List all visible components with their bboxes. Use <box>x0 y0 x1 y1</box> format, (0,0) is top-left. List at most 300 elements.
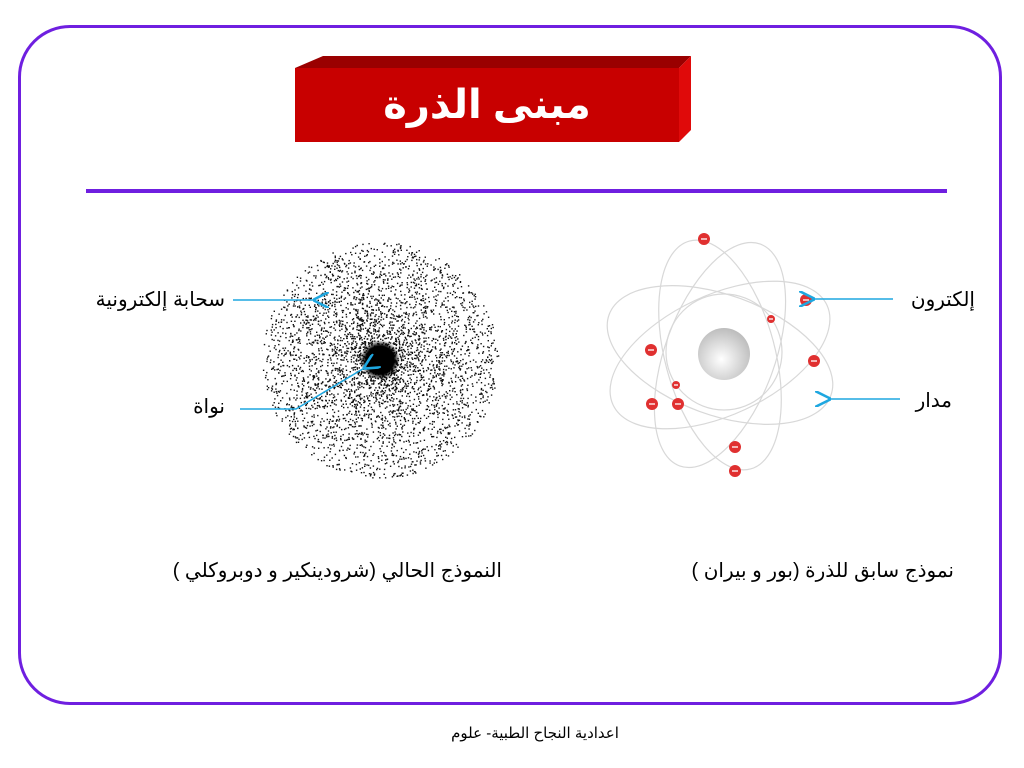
cloud-dot <box>369 395 370 396</box>
cloud-dot <box>351 273 352 274</box>
cloud-dot <box>474 295 475 296</box>
cloud-dot <box>435 381 436 382</box>
cloud-dot <box>381 396 382 397</box>
cloud-dot <box>423 277 424 278</box>
cloud-dot <box>346 316 347 317</box>
cloud-dot <box>266 372 267 373</box>
cloud-dot <box>428 356 429 357</box>
cloud-dot <box>396 316 397 317</box>
cloud-dot <box>392 432 393 433</box>
cloud-dot <box>463 292 464 293</box>
cloud-dot <box>315 408 316 409</box>
cloud-dot <box>440 431 441 432</box>
cloud-dot <box>352 304 353 305</box>
cloud-dot <box>394 416 395 417</box>
cloud-dot <box>329 421 330 422</box>
cloud-dot <box>432 291 433 292</box>
cloud-dot <box>459 297 460 298</box>
cloud-dot <box>377 438 378 439</box>
cloud-dot <box>335 404 336 405</box>
cloud-dot <box>298 365 299 366</box>
cloud-dot <box>312 344 313 345</box>
cloud-dot <box>346 345 347 346</box>
cloud-dot <box>282 418 283 419</box>
cloud-dot <box>436 367 437 368</box>
cloud-dot <box>405 403 406 404</box>
cloud-dot <box>382 326 383 327</box>
cloud-dot <box>483 401 484 402</box>
cloud-dot <box>419 452 420 453</box>
cloud-dot <box>334 311 335 312</box>
cloud-dot <box>357 367 358 368</box>
cloud-dot <box>336 268 337 269</box>
cloud-dot <box>379 448 380 449</box>
cloud-dot <box>451 438 452 439</box>
cloud-dot <box>324 322 325 323</box>
cloud-dot <box>339 271 340 272</box>
cloud-dot <box>412 342 413 343</box>
cloud-dot <box>480 377 481 378</box>
cloud-dot <box>468 285 469 286</box>
cloud-dot <box>405 369 406 370</box>
cloud-dot <box>447 274 448 275</box>
cloud-dot <box>285 337 286 338</box>
cloud-dot <box>420 402 421 403</box>
cloud-dot <box>399 369 400 370</box>
cloud-dot <box>314 376 315 377</box>
cloud-dot <box>415 358 416 359</box>
cloud-dot <box>387 459 388 460</box>
cloud-dot <box>310 289 311 290</box>
cloud-dot <box>466 309 467 310</box>
cloud-dot <box>407 407 408 408</box>
cloud-dot <box>395 276 396 277</box>
cloud-dot <box>415 472 416 473</box>
cloud-dot <box>402 302 403 303</box>
cloud-dot <box>344 357 345 358</box>
cloud-dot <box>417 291 418 292</box>
cloud-dot <box>437 414 438 415</box>
cloud-dot <box>434 377 435 378</box>
cloud-dot <box>326 400 327 401</box>
cloud-dot <box>304 397 305 398</box>
cloud-dot <box>348 267 349 268</box>
cloud-dot <box>422 325 423 326</box>
cloud-dot <box>384 380 385 381</box>
cloud-dot <box>405 383 406 384</box>
cloud-dot <box>289 434 290 435</box>
cloud-dot <box>373 312 374 313</box>
cloud-dot <box>416 320 417 321</box>
cloud-dot <box>294 305 295 306</box>
cloud-dot <box>278 322 279 323</box>
cloud-dot <box>428 416 429 417</box>
cloud-dot <box>312 446 313 447</box>
cloud-dot <box>474 310 475 311</box>
cloud-dot <box>419 336 420 337</box>
cloud-dot <box>334 339 335 340</box>
cloud-dot <box>344 299 345 300</box>
cloud-dot <box>370 267 371 268</box>
cloud-dot <box>282 348 283 349</box>
cloud-dot <box>388 259 389 260</box>
cloud-dot <box>358 256 359 257</box>
cloud-dot <box>313 320 314 321</box>
cloud-dot <box>474 331 475 332</box>
cloud-dot <box>399 269 400 270</box>
cloud-dot <box>399 277 400 278</box>
cloud-dot <box>332 384 333 385</box>
cloud-dot <box>282 362 283 363</box>
cloud-dot <box>431 404 432 405</box>
cloud-dot <box>382 415 383 416</box>
cloud-dot <box>466 368 467 369</box>
cloud-dot <box>416 412 417 413</box>
cloud-dot <box>337 370 338 371</box>
cloud-dot <box>312 407 313 408</box>
cloud-dot <box>342 371 343 372</box>
cloud-dot <box>479 366 480 367</box>
cloud-dot <box>286 328 287 329</box>
cloud-dot <box>364 322 365 323</box>
cloud-dot <box>468 349 469 350</box>
cloud-dot <box>414 299 415 300</box>
cloud-dot <box>339 468 340 469</box>
cloud-dot <box>407 287 408 288</box>
cloud-dot <box>304 311 305 312</box>
cloud-dot <box>453 445 454 446</box>
cloud-dot <box>351 356 352 357</box>
cloud-dot <box>311 298 312 299</box>
cloud-dot <box>373 397 374 398</box>
cloud-dot <box>384 474 385 475</box>
cloud-dot <box>354 392 355 393</box>
cloud-dot <box>306 280 307 281</box>
cloud-dot <box>328 317 329 318</box>
cloud-dot <box>435 305 436 306</box>
cloud-dot <box>410 470 411 471</box>
cloud-dot <box>392 263 393 264</box>
cloud-dot <box>454 283 455 284</box>
cloud-dot <box>364 466 365 467</box>
cloud-dot <box>355 456 356 457</box>
cloud-dot <box>368 405 369 406</box>
cloud-dot <box>414 358 415 359</box>
cloud-dot <box>294 347 295 348</box>
cloud-dot <box>397 462 398 463</box>
cloud-dot <box>444 407 445 408</box>
cloud-dot <box>445 369 446 370</box>
cloud-dot <box>306 323 307 324</box>
cloud-dot <box>348 308 349 309</box>
cloud-dot <box>310 333 311 334</box>
cloud-dot <box>418 354 419 355</box>
cloud-dot <box>480 398 481 399</box>
cloud-dot <box>329 308 330 309</box>
cloud-dot <box>408 268 409 269</box>
cloud-dot <box>369 331 370 332</box>
cloud-dot <box>461 402 462 403</box>
cloud-dot <box>445 450 446 451</box>
cloud-dot <box>436 444 437 445</box>
cloud-dot <box>347 341 348 342</box>
cloud-dot <box>379 469 380 470</box>
cloud-dot <box>299 358 300 359</box>
cloud-dot <box>424 458 425 459</box>
cloud-dot <box>440 348 441 349</box>
cloud-dot <box>419 257 420 258</box>
cloud-dot <box>424 415 425 416</box>
footer: اعدادية النجاح الطبية- علوم <box>451 725 619 742</box>
cloud-dot <box>431 340 432 341</box>
cloud-dot <box>315 309 316 310</box>
cloud-dot <box>489 325 490 326</box>
cloud-dot <box>338 460 339 461</box>
cloud-dot <box>422 298 423 299</box>
cloud-dot <box>394 463 395 464</box>
cloud-dot <box>430 310 431 311</box>
cloud-dot <box>322 299 323 300</box>
cloud-dot <box>302 327 303 328</box>
cloud-dot <box>292 429 293 430</box>
cloud-dot <box>339 320 340 321</box>
cloud-dot <box>338 265 339 266</box>
cloud-dot <box>274 392 275 393</box>
cloud-dot <box>285 410 286 411</box>
cloud-dot <box>467 390 468 391</box>
cloud-dot <box>322 365 323 366</box>
cloud-dot <box>389 399 390 400</box>
cloud-dot <box>300 410 301 411</box>
cloud-dot <box>439 350 440 351</box>
cloud-dot <box>282 332 283 333</box>
cloud-dot <box>329 390 330 391</box>
cloud-dot <box>331 326 332 327</box>
cloud-dot <box>378 431 379 432</box>
cloud-dot <box>300 367 301 368</box>
cloud-dot <box>278 364 279 365</box>
cloud-dot <box>434 278 435 279</box>
cloud-dot <box>293 419 294 420</box>
cloud-dot <box>467 418 468 419</box>
cloud-dot <box>338 270 339 271</box>
cloud-dot <box>306 343 307 344</box>
cloud-dot <box>325 277 326 278</box>
cloud-dot <box>279 350 280 351</box>
cloud-dot <box>333 315 334 316</box>
cloud-dot <box>345 343 346 344</box>
cloud-dot <box>406 339 407 340</box>
cloud-dot <box>281 309 282 310</box>
cloud-dot <box>362 452 363 453</box>
cloud-dot <box>443 340 444 341</box>
cloud-dot <box>370 387 371 388</box>
cloud-dot <box>384 256 385 257</box>
cloud-dot <box>383 388 384 389</box>
cloud-dot <box>373 309 374 310</box>
cloud-dot <box>475 337 476 338</box>
cloud-dot <box>306 335 307 336</box>
cloud-dot <box>413 374 414 375</box>
cloud-dot <box>348 263 349 264</box>
cloud-dot <box>433 309 434 310</box>
cloud-dot <box>450 441 451 442</box>
cloud-dot <box>318 324 319 325</box>
cloud-dot <box>399 327 400 328</box>
cloud-dot <box>312 379 313 380</box>
cloud-dot <box>378 437 379 438</box>
cloud-dot <box>403 452 404 453</box>
cloud-dot <box>358 303 359 304</box>
cloud-dot <box>323 284 324 285</box>
cloud-dot <box>416 406 417 407</box>
cloud-dot <box>341 296 342 297</box>
cloud-dot <box>475 306 476 307</box>
cloud-dot <box>277 395 278 396</box>
cloud-dot <box>476 334 477 335</box>
cloud-dot <box>341 429 342 430</box>
cloud-dot <box>390 299 391 300</box>
cloud-dot <box>268 346 269 347</box>
cloud-dot <box>385 477 386 478</box>
cloud-dot <box>297 314 298 315</box>
cloud-dot <box>371 335 372 336</box>
cloud-dot <box>458 377 459 378</box>
cloud-dot <box>406 307 407 308</box>
cloud-dot <box>397 283 398 284</box>
cloud-dot <box>357 444 358 445</box>
cloud-dot <box>333 354 334 355</box>
cloud-dot <box>398 315 399 316</box>
cloud-dot <box>313 414 314 415</box>
cloud-dot <box>443 375 444 376</box>
cloud-dot <box>357 364 358 365</box>
cloud-dot <box>454 388 455 389</box>
cloud-dot <box>335 257 336 258</box>
cloud-dot <box>410 352 411 353</box>
cloud-dot <box>373 431 374 432</box>
cloud-dot <box>340 364 341 365</box>
cloud-dot <box>442 424 443 425</box>
cloud-dot <box>464 428 465 429</box>
cloud-dot <box>357 323 358 324</box>
cloud-dot <box>353 361 354 362</box>
cloud-dot <box>298 339 299 340</box>
cloud-dot <box>440 306 441 307</box>
cloud-dot <box>360 287 361 288</box>
cloud-dot <box>391 321 392 322</box>
cloud-dot <box>299 343 300 344</box>
cloud-dot <box>308 357 309 358</box>
cloud-dot <box>453 418 454 419</box>
cloud-dot <box>351 414 352 415</box>
cloud-dot <box>363 295 364 296</box>
cloud-dot <box>349 398 350 399</box>
cloud-dot <box>440 441 441 442</box>
cloud-dot <box>408 323 409 324</box>
cloud-dot <box>374 299 375 300</box>
cloud-dot <box>475 294 476 295</box>
cloud-dot <box>396 344 397 345</box>
cloud-dot <box>319 336 320 337</box>
slide-title: مبنى الذرة <box>383 83 591 127</box>
cloud-dot <box>396 244 397 245</box>
cloud-dot <box>461 305 462 306</box>
cloud-dot <box>281 383 282 384</box>
cloud-dot <box>421 304 422 305</box>
cloud-dot <box>451 343 452 344</box>
cloud-dot <box>409 297 410 298</box>
cloud-dot <box>317 441 318 442</box>
cloud-dot <box>335 423 336 424</box>
cloud-dot <box>468 367 469 368</box>
cloud-dot <box>374 337 375 338</box>
cloud-dot <box>353 340 354 341</box>
cloud-dot <box>336 260 337 261</box>
cloud-dot <box>336 355 337 356</box>
cloud-dot <box>336 419 337 420</box>
cloud-dot <box>344 389 345 390</box>
cloud-dot <box>468 324 469 325</box>
cloud-dot <box>457 288 458 289</box>
cloud-dot <box>333 444 334 445</box>
cloud-dot <box>363 328 364 329</box>
cloud-dot <box>452 307 453 308</box>
cloud-dot <box>432 421 433 422</box>
cloud-dot <box>294 375 295 376</box>
cloud-dot <box>473 402 474 403</box>
cloud-dot <box>437 431 438 432</box>
cloud-dot <box>489 402 490 403</box>
cloud-dot <box>412 353 413 354</box>
cloud-dot <box>290 336 291 337</box>
cloud-dot <box>415 328 416 329</box>
cloud-dot <box>469 353 470 354</box>
cloud-dot <box>436 462 437 463</box>
cloud-dot <box>270 351 271 352</box>
cloud-dot <box>323 262 324 263</box>
cloud-dot <box>381 297 382 298</box>
cloud-dot <box>440 319 441 320</box>
cloud-dot <box>329 451 330 452</box>
cloud-dot <box>335 382 336 383</box>
cloud-dot <box>307 315 308 316</box>
cloud-dot <box>480 371 481 372</box>
cloud-dot <box>357 325 358 326</box>
cloud-dot <box>314 336 315 337</box>
cloud-dot <box>451 443 452 444</box>
cloud-dot <box>382 400 383 401</box>
cloud-dot <box>408 318 409 319</box>
cloud-dot <box>317 316 318 317</box>
cloud-dot <box>469 316 470 317</box>
cloud-dot <box>280 390 281 391</box>
cloud-dot <box>462 400 463 401</box>
cloud-dot <box>374 321 375 322</box>
cloud-dot <box>472 386 473 387</box>
cloud-dot <box>405 458 406 459</box>
cloud-dot <box>360 253 361 254</box>
cloud-dot <box>441 443 442 444</box>
cloud-dot <box>327 374 328 375</box>
cloud-dot <box>440 448 441 449</box>
cloud-dot <box>408 335 409 336</box>
cloud-dot <box>470 361 471 362</box>
cloud-dot <box>336 295 337 296</box>
cloud-dot <box>470 414 471 415</box>
cloud-dot <box>353 308 354 309</box>
cloud-dot <box>330 343 331 344</box>
